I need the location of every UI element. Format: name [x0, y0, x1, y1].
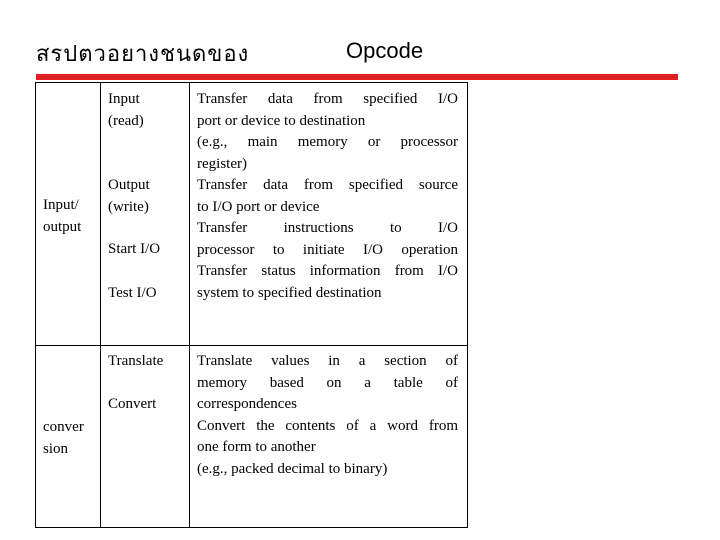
slide-title-opcode: Opcode: [346, 38, 424, 63]
description-line: Transfer instructions to I/O: [197, 220, 458, 236]
description-line: Transfer data from specified source: [197, 177, 458, 193]
category-cell-conversion: [43, 417, 84, 460]
title-underline-rule: [36, 74, 678, 80]
description-line: one form to another: [197, 439, 316, 455]
operation-line: Output: [108, 177, 150, 193]
column-divider-2: [189, 83, 190, 527]
description-line: system to specified destination: [197, 284, 382, 301]
operation-line: (write): [108, 198, 149, 215]
description-line: (e.g., packed decimal to binary): [197, 460, 388, 477]
description-line: Convert the contents of a word from: [197, 417, 458, 434]
operation-output-write: [108, 175, 150, 218]
category-line: conver: [43, 419, 84, 435]
category-line: sion: [43, 440, 69, 457]
description-line: correspondences: [197, 396, 297, 412]
operation-line: (read): [108, 112, 144, 129]
operation-test-io: [108, 283, 157, 305]
description-line: (e.g., main memory or processor: [197, 134, 458, 150]
operation-translate: [108, 351, 163, 373]
description-cell-conversion: [197, 351, 458, 480]
category-line: Input/: [43, 197, 79, 213]
operation-line: Start I/O: [108, 241, 161, 257]
description-line: register): [197, 155, 247, 172]
description-line: to I/O port or device: [197, 198, 320, 215]
description-line: Transfer data from specified I/O: [197, 91, 458, 107]
operation-line: Translate: [108, 353, 164, 369]
row-divider: [36, 345, 468, 346]
description-line: processor to initiate I/O operation: [197, 241, 458, 258]
description-line: port or device to destination: [197, 112, 366, 129]
category-line: output: [43, 218, 82, 235]
operation-line: Input: [108, 91, 140, 107]
slide-title-thai: สรปตวอยางชนดของ: [36, 42, 250, 67]
opcode-table: [35, 82, 468, 528]
operation-start-io: [108, 239, 160, 261]
operation-convert: [108, 394, 156, 416]
column-divider-1: [100, 83, 101, 527]
description-cell-input-output: [197, 89, 458, 304]
category-cell-input-output: [43, 195, 81, 238]
description-line: Translate values in a section of: [197, 353, 458, 369]
description-line: Transfer status information from I/O: [197, 263, 458, 279]
operation-input-read: [108, 89, 144, 132]
description-line: memory based on a table of: [197, 374, 458, 391]
operation-line: Convert: [108, 396, 157, 412]
operation-line: Test I/O: [108, 285, 157, 301]
